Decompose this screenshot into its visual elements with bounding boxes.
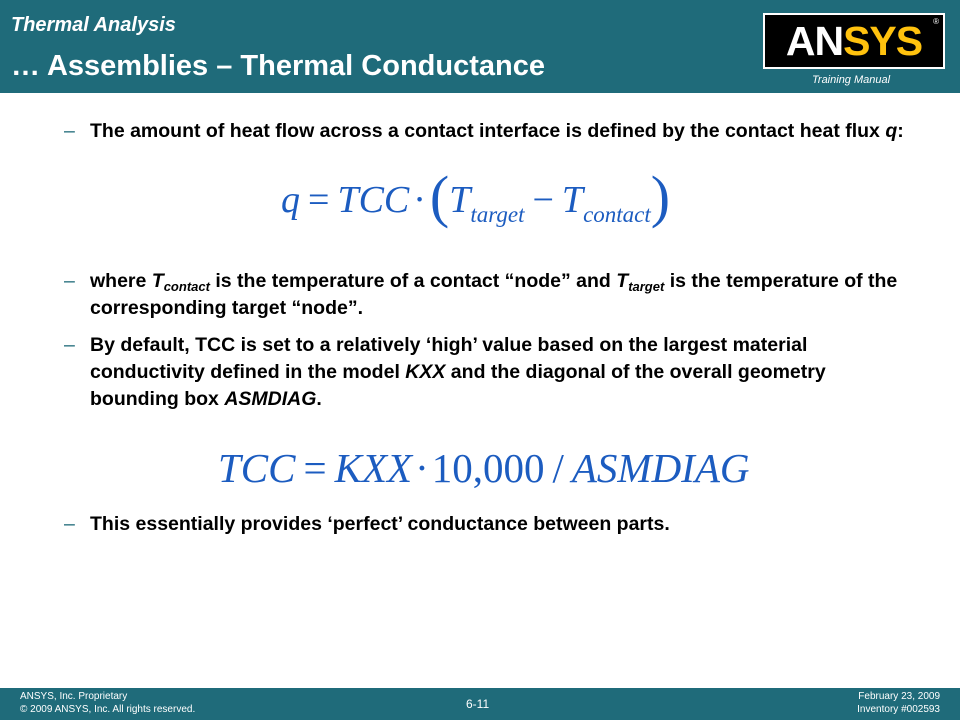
eq-t-target: T	[449, 179, 471, 221]
bullet-dash: –	[64, 270, 75, 292]
slide-footer	[0, 688, 960, 720]
bullet-dash: –	[64, 120, 75, 142]
date-label: February 23, 2009	[858, 691, 940, 702]
bullet-heat-flux	[64, 118, 904, 145]
slide-header	[0, 0, 960, 93]
slide-title: … Assemblies – Thermal Conductance	[11, 50, 545, 82]
subscript-contact: contact	[163, 279, 210, 294]
text-run: By default, TCC is set to a relatively ‘high’ value based on the largest material conductivity defined in the model	[90, 334, 808, 383]
text-run: is the temperature of a contact “node” and	[209, 270, 617, 292]
footer-date-inventory	[857, 690, 940, 716]
eq-equals: =	[303, 445, 327, 491]
bullet-dash: –	[64, 334, 75, 356]
eq-t-contact: T	[561, 179, 584, 221]
variable-kxx: KXX	[405, 361, 446, 383]
bullet-text	[64, 268, 904, 322]
bullet-dash: –	[64, 513, 75, 535]
copyright-label: © 2009 ANSYS, Inc. All rights reserved.	[20, 704, 196, 715]
ansys-logo	[763, 13, 945, 69]
subscript-target: target	[628, 279, 665, 294]
eq-asmdiag: ASMDIAG	[571, 445, 750, 491]
course-title: Thermal Analysis	[11, 14, 176, 36]
eq-left-paren: (	[429, 164, 450, 229]
bullet-text	[64, 118, 904, 145]
logo-wordmark	[765, 18, 943, 65]
bullet-temperatures	[64, 268, 904, 322]
eq-slash: /	[552, 445, 564, 491]
registered-mark: ®	[933, 17, 939, 26]
footer-copyright	[20, 690, 195, 716]
eq-dot: ·	[413, 179, 426, 221]
bullet-perfect-conductance	[64, 511, 904, 538]
eq-sub-target: target	[470, 202, 525, 227]
eq-tcc: TCC	[218, 445, 296, 491]
variable-asmdiag: ASMDIAG	[224, 388, 317, 410]
equation-heat-flux	[281, 164, 671, 229]
eq-right-paren: )	[650, 164, 671, 229]
logo-main-text: AN	[785, 18, 844, 64]
eq-equals: =	[308, 179, 330, 221]
text-run: The amount of heat flow across a contact interface is defined by the contact heat flux	[90, 120, 886, 142]
eq-q: q	[281, 179, 300, 221]
eq-number: 10,000	[431, 445, 545, 491]
text-run: .	[316, 388, 322, 410]
logo-accent-text: SYS	[843, 18, 923, 64]
training-manual-label: Training Manual	[812, 74, 891, 86]
inventory-label: Inventory #002593	[857, 704, 940, 715]
eq-kxx: KXX	[334, 445, 413, 491]
equation-tcc-default	[218, 444, 750, 492]
text-run: :	[897, 120, 904, 142]
variable-t: T	[616, 270, 629, 292]
proprietary-label: ANSYS, Inc. Proprietary	[20, 691, 128, 702]
eq-sub-contact: contact	[583, 202, 651, 227]
variable-t: T	[151, 270, 164, 292]
eq-dot: ·	[415, 445, 429, 491]
eq-minus: −	[532, 179, 554, 221]
bullet-default-tcc	[64, 332, 904, 413]
text-run: and the diagonal of the overall geometry bounding box	[90, 361, 826, 410]
page-number: 6-11	[466, 697, 490, 711]
text-run: where	[90, 270, 152, 292]
variable-q: q	[885, 120, 898, 142]
eq-tcc: TCC	[337, 179, 410, 221]
bullet-text: This essentially provides ‘perfect’ conductance between parts.	[90, 513, 670, 535]
text-run: is the temperature of the corresponding target “node”.	[90, 270, 898, 319]
bullet-text	[64, 332, 904, 413]
